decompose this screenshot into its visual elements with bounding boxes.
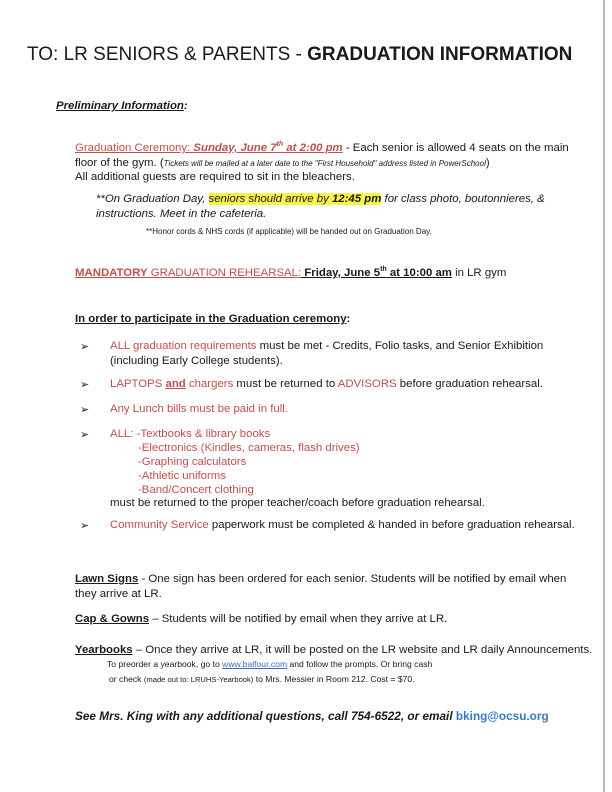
ceremony-label: Graduation Ceremony: Sunday, June 7th at 2:00 pm bbox=[75, 141, 343, 154]
rehearsal-date: Friday, June 5th at 10:00 am bbox=[301, 266, 452, 279]
arrival-line2: instructions. Meet in the cafeteria. bbox=[96, 208, 267, 220]
arrow-bullet-icon: ➢ bbox=[80, 429, 90, 441]
balfour-link[interactable]: www.balfour.com bbox=[222, 659, 288, 669]
arrow-bullet-icon: ➢ bbox=[80, 520, 90, 532]
cap-gowns: Cap & Gowns – Students will be notified by email when they arrive at LR. bbox=[75, 613, 448, 625]
yearbooks: Yearbooks – Once they arrive at LR, it will be posted on the LR website and LR daily Announcements. bbox=[75, 644, 593, 656]
title-bold: GRADUATION INFORMATION bbox=[307, 44, 573, 65]
rehearsal-label: MANDATORY GRADUATION REHEARSAL: bbox=[75, 266, 302, 279]
bullet-lunch: Any Lunch bills must be paid in full. bbox=[110, 403, 288, 415]
arrival-highlight: seniors should arrive by 12:45 pm bbox=[208, 193, 382, 205]
bullet-community-service: Community Service paperwork must be completed & handed in before graduation rehearsal. bbox=[110, 519, 575, 531]
tickets-note: Tickets will be mailed at a later date to the "First Household" address listed in PowerSchool bbox=[163, 159, 486, 168]
arrow-bullet-icon: ➢ bbox=[80, 341, 90, 353]
item-calculators: -Graphing calculators bbox=[138, 456, 247, 468]
page-border bbox=[603, 0, 605, 792]
title-normal: TO: LR SENIORS & PARENTS - bbox=[27, 44, 308, 65]
honor-cords-note: **Honor cords & NHS cords (if applicable) will be handed out on Graduation Day. bbox=[146, 227, 432, 236]
items-return-note: must be returned to the proper teacher/coach before graduation rehearsal. bbox=[110, 497, 485, 509]
item-uniforms: -Athletic uniforms bbox=[138, 470, 226, 482]
ceremony-line3: All additional guests are required to sit in the bleachers. bbox=[75, 171, 355, 183]
preliminary-label: Preliminary Information bbox=[56, 100, 184, 112]
yearbooks-line2: To preorder a yearbook, go to www.balfour.com and follow the prompts. Or bring cash bbox=[107, 659, 433, 669]
participate-heading: In order to participate in the Graduation ceremony: bbox=[75, 313, 351, 325]
arrival-line: **On Graduation Day, seniors should arrive by 12:45 pm for class photo, boutonnieres, & bbox=[96, 193, 545, 205]
arrow-bullet-icon: ➢ bbox=[80, 379, 90, 391]
ceremony-line bbox=[75, 141, 569, 154]
item-electronics: -Electronics (Kindles, cameras, flash drives) bbox=[138, 442, 360, 454]
arrow-bullet-icon: ➢ bbox=[80, 404, 90, 416]
bullet-laptops: LAPTOPS and chargers must be returned to ADVISORS before graduation rehearsal. bbox=[110, 378, 543, 390]
ceremony-line2: floor of the gym. (Tickets will be mailed at a later date to the "First Household" address listed in PowerSchool) bbox=[75, 157, 490, 169]
email-link[interactable]: bking@ocsu.org bbox=[455, 709, 549, 723]
bullet-requirements: ALL graduation requirements must be met - Credits, Folio tasks, and Senior Exhibition bbox=[110, 340, 544, 352]
page-title bbox=[27, 44, 572, 66]
ceremony-text: - Each senior is allowed 4 seats on the main bbox=[342, 141, 569, 154]
bullet-all-items: ALL: -Textbooks & library books bbox=[110, 428, 271, 440]
lawn-signs-line2: they arrive at LR. bbox=[75, 588, 162, 600]
yearbooks-line3: or check (made out to: LRUHS-Yearbook) to Mrs. Messier in Room 212. Cost = $70. bbox=[109, 674, 415, 684]
lawn-signs: Lawn Signs - One sign has been ordered for each senior. Students will be notified by email when bbox=[75, 573, 567, 585]
preliminary-heading: Preliminary Information: bbox=[56, 100, 188, 112]
item-clothing: -Band/Concert clothing bbox=[138, 484, 254, 496]
bullet-requirements-line2: (including Early College students). bbox=[110, 355, 283, 367]
rehearsal-line: MANDATORY GRADUATION REHEARSAL: Friday, June 5th at 10:00 am in LR gym bbox=[75, 266, 507, 279]
contact-line: See Mrs. King with any additional questions, call 754-6522, or email bking@ocsu.org bbox=[75, 709, 549, 723]
